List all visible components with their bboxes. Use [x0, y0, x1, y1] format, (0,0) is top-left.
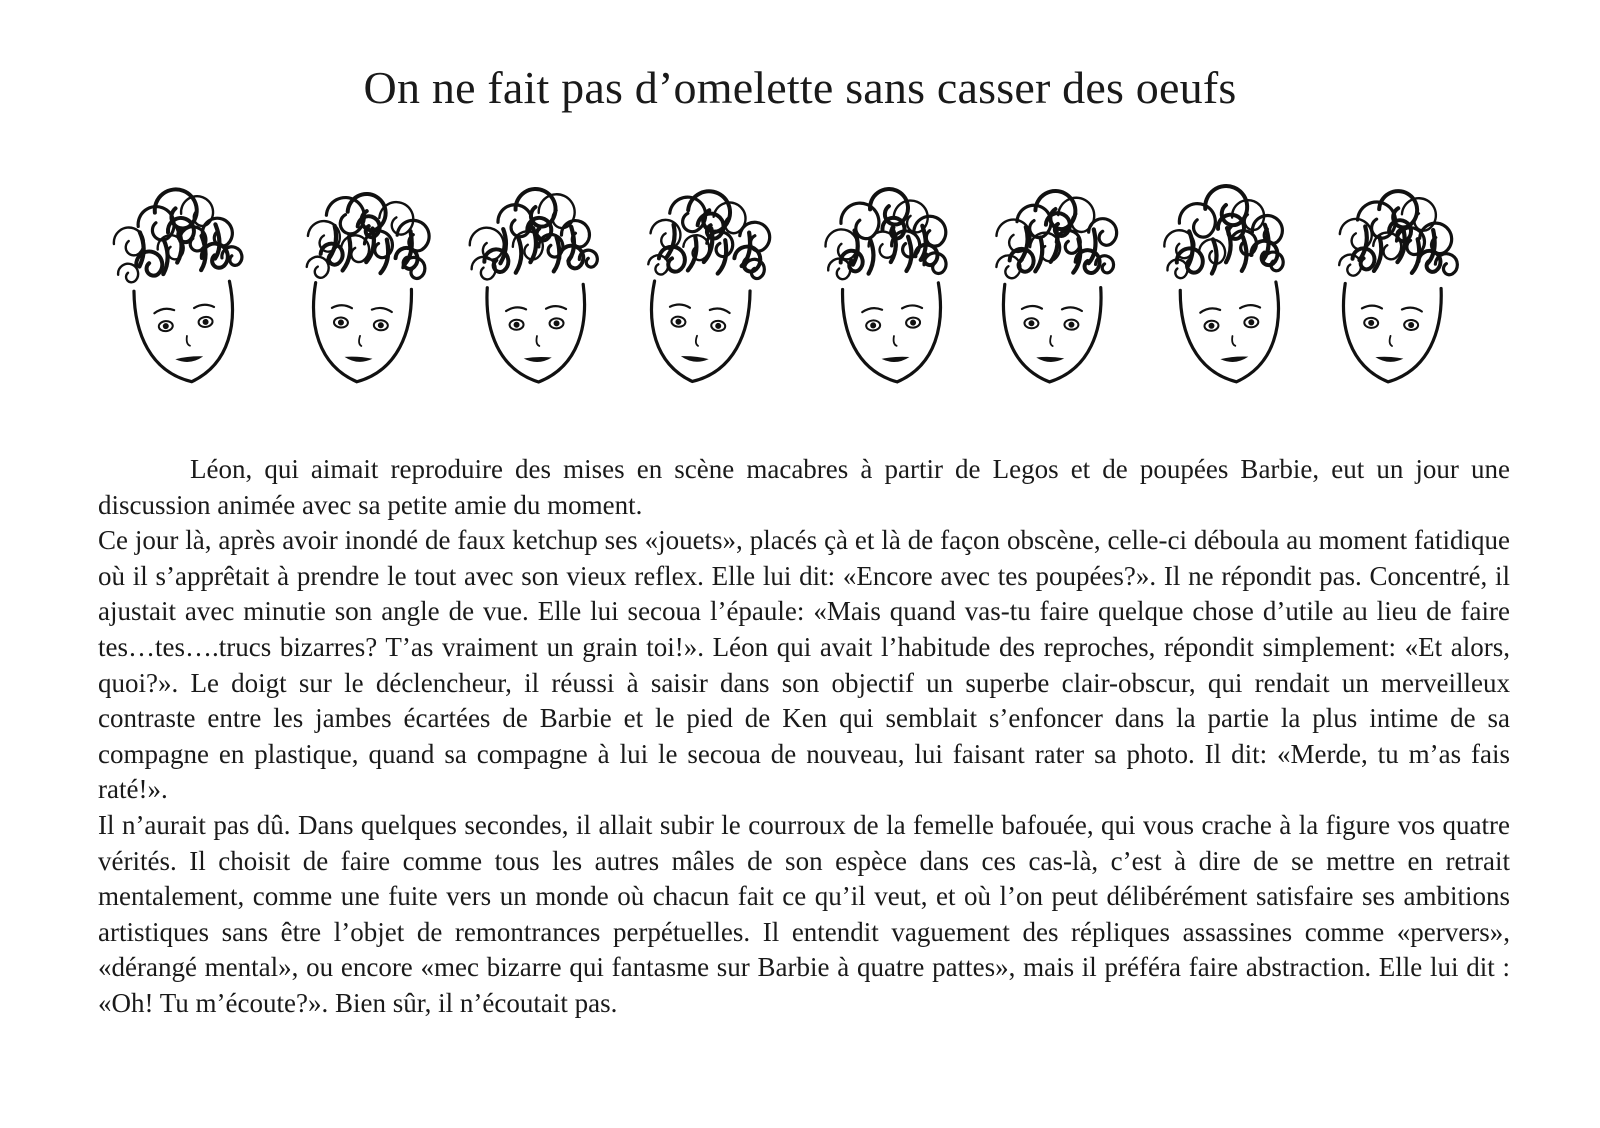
face-sketch-icon: [616, 168, 786, 408]
face-sketch-icon: [1146, 168, 1316, 408]
story-text: [98, 452, 1510, 1022]
face-sketch-icon: [278, 168, 448, 408]
page-title: On ne fait pas d’omelette sans casser des oeufs: [363, 62, 1237, 113]
face-sketch-icon: [1308, 168, 1478, 408]
paragraph-1: Léon, qui aimait reproduire des mises en scène macabres à partir de Legos et de poupées Barbie, eut un jour une discussion animée avec sa petite amie du moment.: [98, 454, 1510, 520]
face-sketch-icon: [808, 168, 978, 408]
paragraph-3: Il n’aurait pas dû. Dans quelques secondes, il allait subir le courroux de la femelle bafouée, qui vous crache à la figure vos quatre vérités. Il choisit de faire comme tous les autres mâles de son espèce dans ces cas-là, c’est à dire de se mettre en retrait mentalement, comme une fuite vers un monde où chacun fait ce qu’il veut, et où l’on peut délibérément satisfaire ses ambitions artistiques sans être l’objet de remontrances perpétuelles. Il entendit vaguement des répliques assassines comme «pervers», «dérangé mental», ou encore «mec bizarre qui fantasme sur Barbie à quatre pattes», mais il préféra faire abstraction. Elle lui dit : «Oh! Tu m’écoute?». Bien sûr, il n’écoutait pas.: [98, 809, 1510, 1018]
face-sketch-icon: [452, 168, 622, 408]
paragraph-2: Ce jour là, après avoir inondé de faux ketchup ses «jouets», placés çà et là de façon obscène, celle-ci déboula au moment fatidique où il s’apprêtait à prendre le tout avec son vieux reflex. Elle lui dit: «Encore avec tes poupées?». Il ne répondit pas. Concentré, il ajustait avec minutie son angle de vue. Elle lui secoua l’épaule: «Mais quand vas-tu faire quelque chose d’utile au lieu de faire tes…tes….trucs bizarres? T’as vraiment un grain toi!». Léon qui avait l’habitude des reproches, répondit simplement: «Et alors, quoi?». Le doigt sur le déclencheur, il réussi à saisir dans son objectif un superbe clair-obscur, qui rendait un merveilleux contraste entre les jambes écartées de Barbie et le pied de Ken qui semblait s’enfoncer dans la partie la plus intime de sa compagne en plastique, quand sa compagne à lui le secoua de nouveau, lui faisant rater sa photo. Il dit: «Merde, tu m’as fais raté!».: [98, 525, 1510, 805]
faces-illustration: [100, 168, 1500, 408]
face-sketch-icon: [100, 168, 270, 408]
face-sketch-icon: [968, 168, 1138, 408]
